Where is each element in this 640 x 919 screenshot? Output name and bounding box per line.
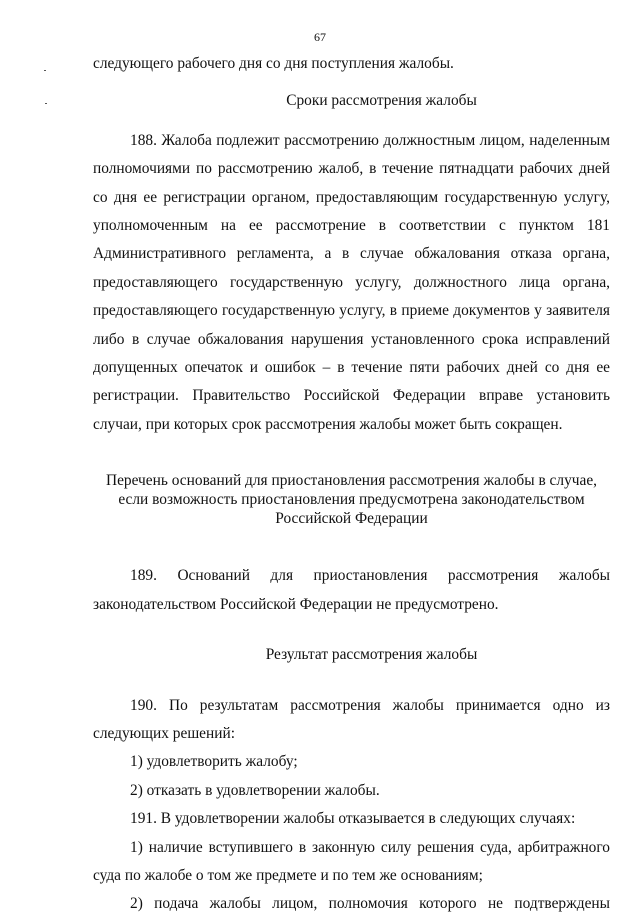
paragraph-188: 188. Жалоба подлежит рассмотрению должностным лицом, наделенным полномочиями по рассмотрению жалоб, в течение пятнадцати рабочих дней со дня ее регистрации органом, предоставляющим государственную услугу, уполномоченным на ее рассмотрение в соответствии с пунктом 181 Административного регламента, а в случае обжалования отказа органа, предоставляющего государственную услугу, должностного лица органа, предоставляющего государственную услугу, в приеме документов у заявителя либо в случае обжалования нарушения установленного срока исправлений допущенных опечаток и ошибок – в течение пяти рабочих дней со дня ее регистрации. Правительство Российской Федерации вправе установить случаи, при которых срок рассмотрения жалобы может быть сокращен. — [93, 131, 610, 433]
scan-speck — [45, 103, 47, 104]
paragraph-190: 190. По результатам рассмотрения жалобы принимается одно из следующих решений: — [93, 696, 610, 742]
paragraph-carryover: следующего рабочего дня со дня поступления жалобы. — [93, 55, 454, 72]
section-heading-suspension-grounds: Перечень оснований для приостановления рассмотрения жалобы в случае, если возможность приостановления предусмотрена законодательством Российской Федерации — [105, 472, 598, 528]
section-heading-review-terms: Сроки рассмотрения жалобы — [286, 92, 477, 110]
paragraph-189: 189. Оснований для приостановления рассмотрения жалобы законодательством Российской Федерации не предусмотрено. — [93, 567, 610, 613]
paragraph-191-item-2: 2) подача жалобы лицом, полномочия которого не подтверждены — [130, 895, 610, 913]
section-heading-review-result: Результат рассмотрения жалобы — [265, 646, 478, 664]
paragraph-191-item-1: 1) наличие вступившего в законную силу решения суда, арбитражного суда по жалобе о том же предмете и по тем же основаниям; — [93, 838, 610, 884]
paragraph-190-item-2: 2) отказать в удовлетворении жалобы. — [130, 781, 380, 799]
document-body — [93, 50, 610, 919]
paragraph-191: 191. В удовлетворении жалобы отказывается в следующих случаях: — [130, 810, 576, 828]
scan-speck — [44, 70, 46, 71]
paragraph-190-item-1: 1) удовлетворить жалобу; — [130, 753, 298, 771]
page-number: 67 — [314, 30, 326, 44]
